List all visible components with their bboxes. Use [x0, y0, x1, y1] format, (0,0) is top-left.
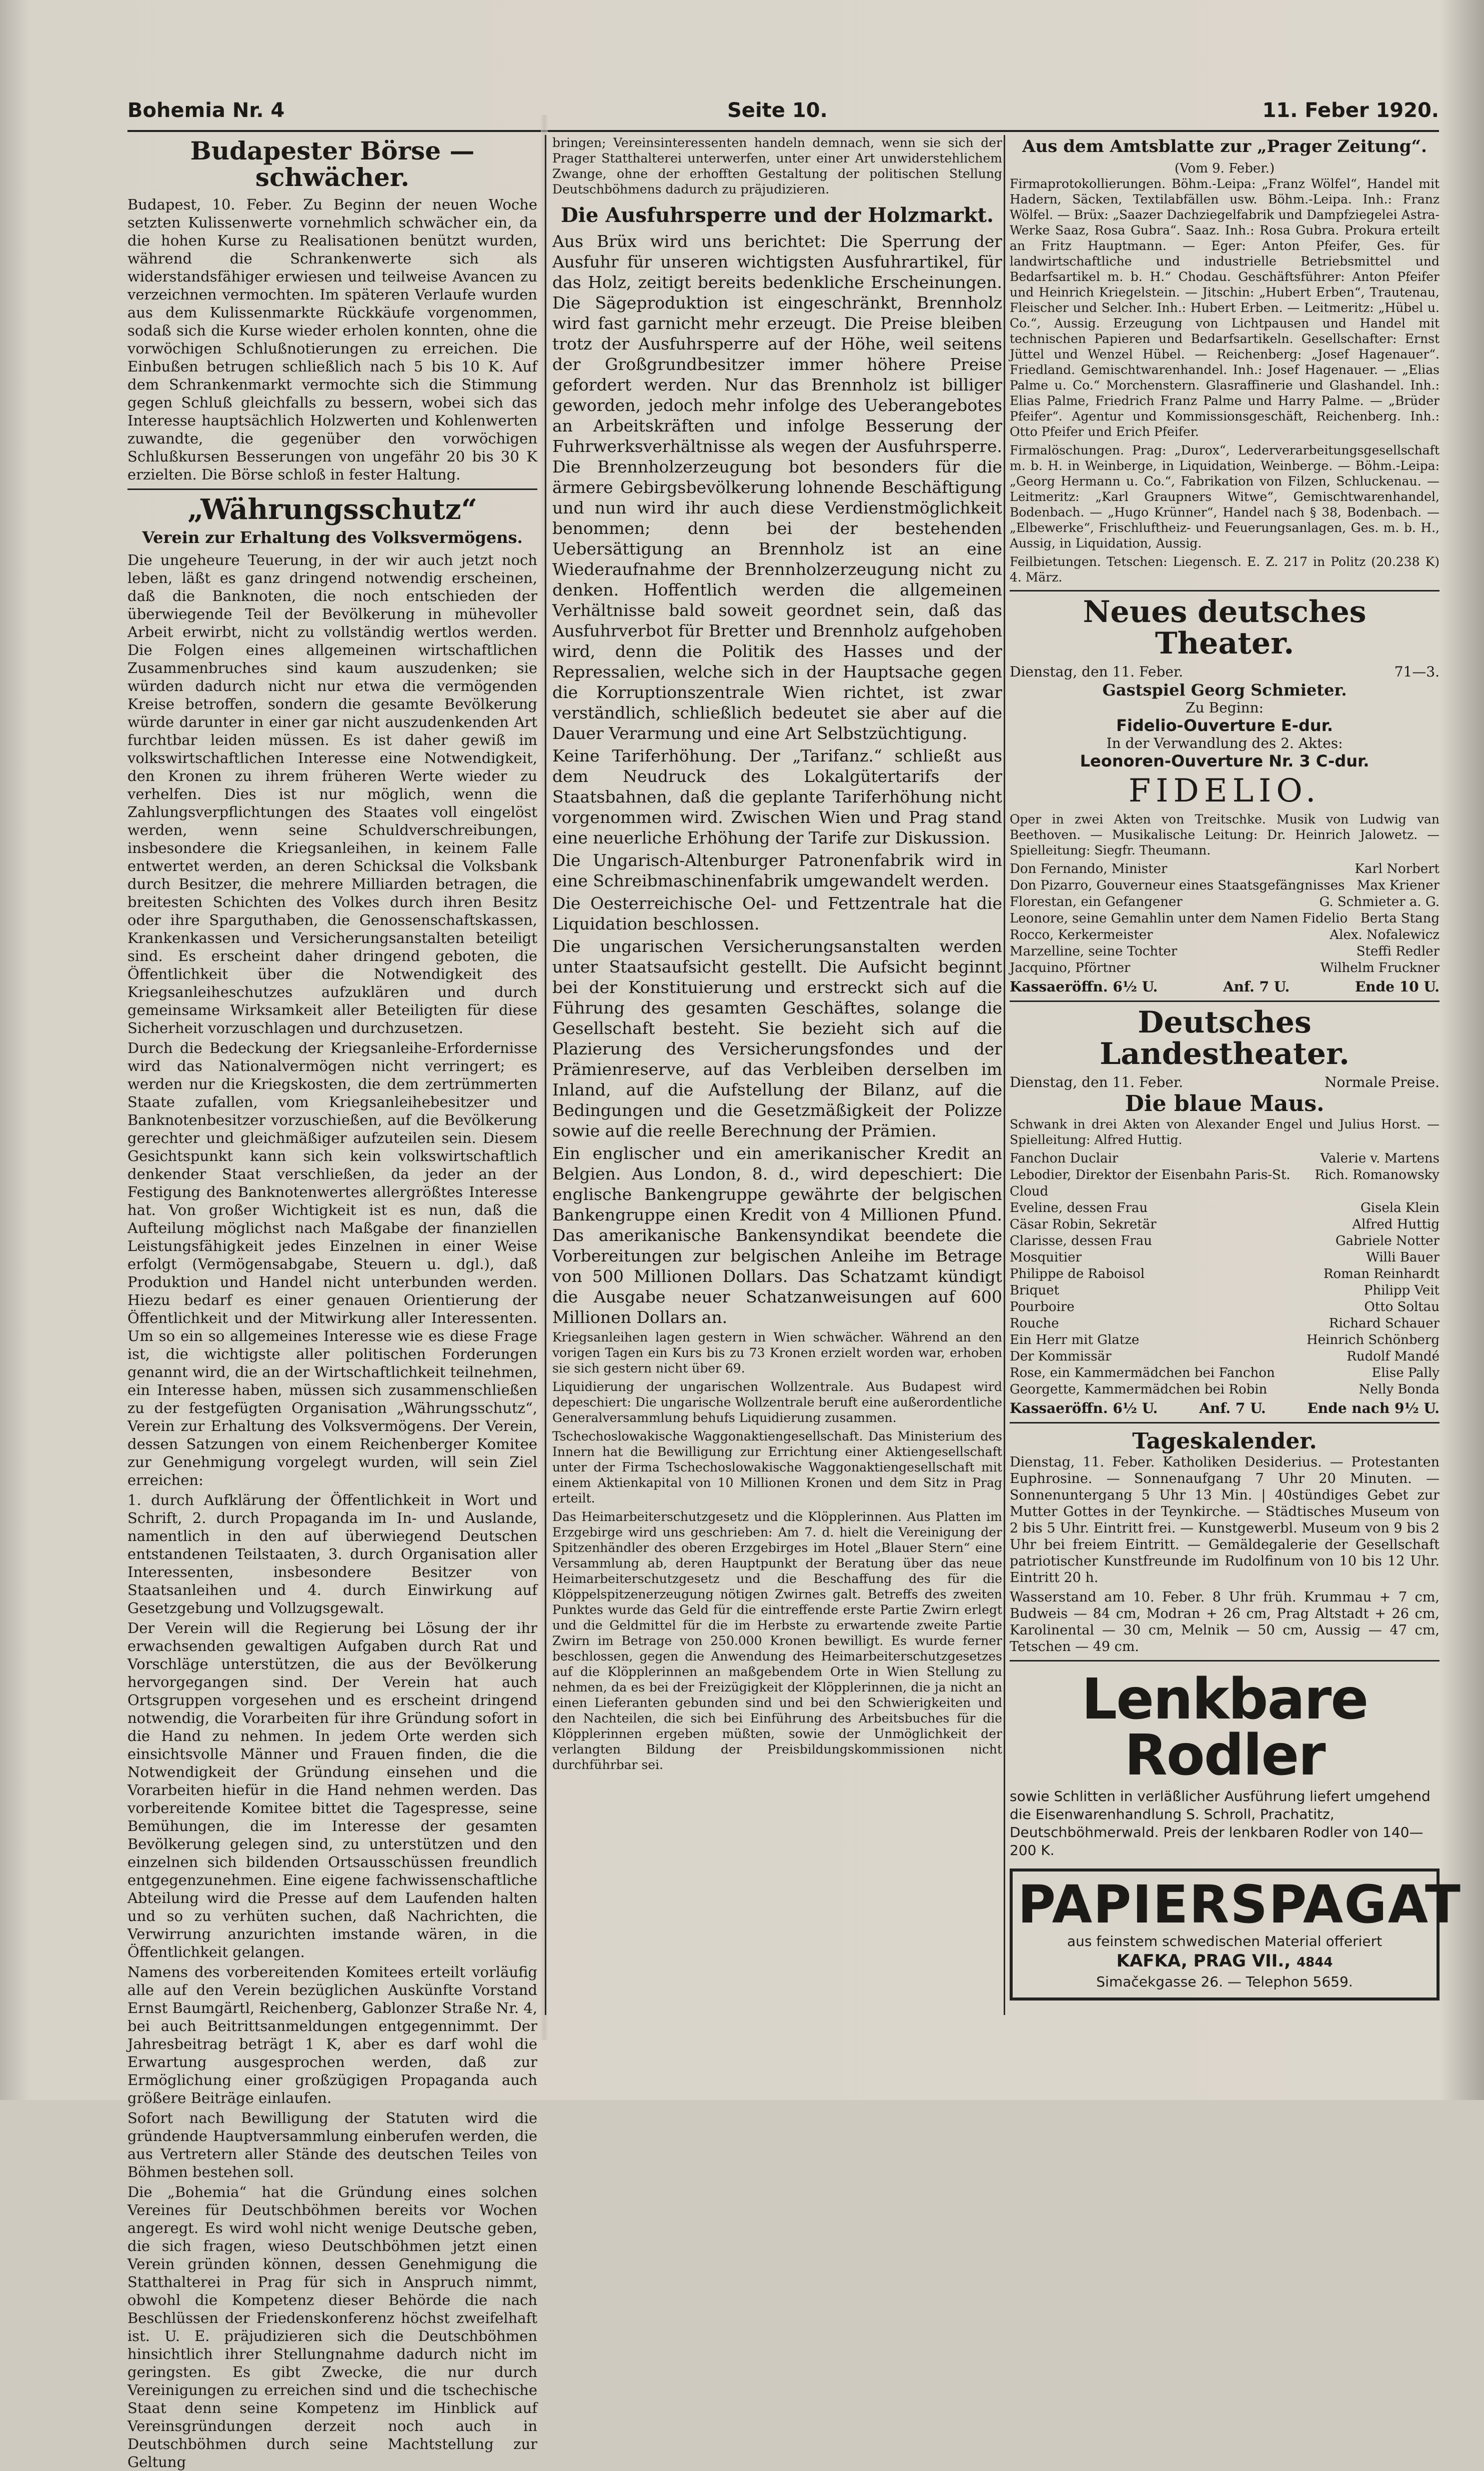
theater-landes-actor: Valerie v. Martens [1320, 1150, 1440, 1166]
wasserstand-text: Wasserstand am 10. Feber. 8 Uhr früh. Krummau + 7 cm, Budweis — 84 cm, Modran + 26 cm, Prag Altstadt + 26 cm, Karolinental — 30 cm, Melnik — 50 cm, Aussig — 47 cm, Tetschen — 49 cm. [1010, 1589, 1440, 1654]
divider [1010, 1660, 1440, 1662]
theater-landes-cast-row [1010, 1150, 1440, 1167]
theater-landes-description: Schwank in drei Akten von Alexander Engel und Julius Horst. — Spielleitung: Alfred Huttig. [1010, 1116, 1440, 1147]
divider [1010, 1000, 1440, 1002]
theater-landes-actor: Nelly Bonda [1359, 1382, 1440, 1397]
theater-landes-actor: Roman Reinhardt [1323, 1266, 1440, 1282]
column-rule-2 [1004, 135, 1005, 2015]
theater-neues-actor: Alex. Nofalewicz [1330, 927, 1440, 942]
article-waehrungsschutz-p6: Die „Bohemia“ hat die Gründung eines solchen Vereines für Deutschböhmen bereits vor Wochen angeregt. Es wird wohl nicht wenige Deutsche geben, die sich fragen, wieso Deutschböhmen jetzt einen Verein gründen können, dessen Genehmigung die Statthalterei in Prag für sich in Anspruch nimmt, obwohl die Kompetenz dieser Behörde die nach Beschlüssen der Friedenskonferenz höchst zweifelhaft ist. U. E. präjudizieren sich die Deutschböhmen hinsichtlich ihrer Stellungnahme dadurch nicht im geringsten. Es gibt Zwecke, die nur durch Vereinigungen zu erreichen sind und die tschechische Staat denn seine Kompetenz im Hinblick auf Vereinsgründungen derzeit noch auch in Deutschböhmen durch seine Machtstellung zur Geltung [127, 2184, 537, 2471]
article-waggon: Tschechoslowakische Waggonaktiengesellschaft. Das Ministerium des Innern hat die Bewilligung zur Errichtung einer Aktiengesellschaft unter der Firma Tschechoslowakische Waggonaktiengesellschaft mit einem Aktienkapital von 10 Millionen Kronen und dem Sitz in Prag erteilt. [552, 1429, 1002, 1506]
theater-landes-cast-row [1010, 1216, 1440, 1233]
article-kriegsanleihen: Kriegsanleihen lagen gestern in Wien schwächer. Während an den vorigen Tagen ein Kurs bis zu 73 Kronen erzielt worden war, erhoben sie sich gestern nicht über 69. [552, 1330, 1002, 1376]
column-rule-1 [545, 135, 546, 2015]
article-waehrungsschutz-p2: Durch die Bedeckung der Kriegsanleihe-Erfordernisse wird das Nationalvermögen nicht verringert; es werden nur die Kriegskosten, die dem zertrümmerten Staate zufallen, vom Kriegsanleihebesitzer und Banknotenbesitzer vorzuschießen, auf die Bevölkerung gerechter und gleichmäßiger aufzuteilen sein. Diesem Gesichtspunkt kann sich kein volkswirtschaftlich denkender Staat verschließen, da jeder an der Festigung des Banknotenwertes allergrößtes Interesse hat. Von großer Wichtigkeit ist es nun, daß die Aufteilung möglichst nach Maßgabe der finanziellen Leistungsfähigkeit jedes Einzelnen in einer Weise erfolgt (Vermögensabgabe, Steuern u. dgl.), daß Produktion und Handel nicht unterbunden werden. Hiezu bedarf es einer genauen Orientierung der Öffentlichkeit und der Mitwirkung aller Interessenten. Um so ein so allgemeines Interesse wie es diese Frage ist, die wichtigste aller politischen Forderungen genannt wird, die an der Wirtschaftlichkeit teilnehmen, ein Interesse haben, müssen sich zusammenschließen zu der festgefügten Organisation „Währungsschutz“, Verein zur Erhaltung des Volksvermögens. Der Verein, dessen Satzungen von einem Reichenberger Komitee zur Genehmigung vorgelegt wurden, will sein Ziel erreichen: [127, 1040, 537, 1489]
theater-landes-cast-row [1010, 1167, 1440, 1200]
theater-neues-role: Rocco, Kerkermeister [1010, 927, 1153, 942]
ad-papierspagat-address: Simačekgasse 26. — Telephon 5659. [1096, 1973, 1353, 1990]
article-wollzentrale: Liquidierung der ungarischen Wollzentrale. Aus Budapest wird depeschiert: Die ungarische Wollzentrale beruft eine außerordentliche Generalversammlung behufs Liquidierung zusammen. [552, 1380, 1002, 1425]
theater-landes-day: Dienstag, den 11. Feber. [1010, 1074, 1184, 1090]
amtsblatt-loeschungen: Firmalöschungen. Prag: „Durox“, Lederverarbeitungsgesellschaft m. b. H. in Weinberge, in Liquidation, Weinberge. — Böhm.-Leipa: „Georg Hermann u. Co.“, Fabrikation von Filzen, Schluckenau. — Leitmeritz: „Karl Graupners Witwe“, Gemischtwarenhandel, Bodenbach. — „Hugo Krünner“, Handel nach § 38, Bodenbach. — „Elbewerke“, Frischluftheiz- und Feuerungsanlagen, Ges. m. b. H., Aussig, in Liquidation, Aussig. [1010, 442, 1440, 550]
theater-landes-actor: Gisela Klein [1360, 1200, 1440, 1216]
ad-papierspagat-firm-name: KAFKA, PRAG VII., [1116, 1950, 1291, 1971]
ad-papierspagat-text: aus feinstem schwedischen Material offeriert [1067, 1932, 1383, 1950]
theater-landes-role: Pourboire [1010, 1299, 1075, 1314]
theater-landes-cast-row [1010, 1233, 1440, 1250]
headline-ausfuhrsperre: Die Ausfuhrsperre und der Holzmarkt. [560, 204, 994, 227]
theater-neues-role: Florestan, ein Gefangener [1010, 894, 1183, 910]
theater-landes-actor: Richard Schauer [1329, 1316, 1440, 1331]
tageskalender-title: Tageskalender. [1132, 1428, 1317, 1454]
theater-landes-cast-row [1010, 1266, 1440, 1282]
header-page-number: Seite 10. [727, 99, 828, 122]
theater-neues-open: Kassaeröffn. 6½ U. [1010, 978, 1158, 995]
theater-landes-role: Mosquitier [1010, 1250, 1082, 1265]
theater-neues-actor: Steffi Redler [1356, 944, 1440, 959]
theater-neues-actor: G. Schmieter a. G. [1319, 894, 1440, 910]
amtsblatt-protokollierungen: Firmaprotokollierungen. Böhm.-Leipa: „Franz Wölfel“, Handel mit Hadern, Säcken, Textilabfällen usw. Böhm.-Leipa. Inh.: Franz Wölfel. — Brüx: „Saazer Dachziegelfabrik und Dampfziegelei Astra-Werke Saaz, Rosa Gubra“. Saaz. Inh.: Rosa Gubra. Prokura erteilt an Fritz Hauptmann. — Eger: Anton Pfeifer, Ges. für landwirtschaftliche und industrielle Betriebsmittel und Bedarfsartikel m. b. H.“ Chodau. Geschäftsführer: Anton Pfeifer und Heinrich Kriegelstein. — Jitschin: „Hubert Erben“, Trautenau, Fleischer und Selcher. Inh.: Hubert Erben. — Leitmeritz: „Hübel u. Co.“, Aussig. Erzeugung von Lichtpausen und Handel mit technischen Papieren und Bedarfsartikeln. Gesellschafter: Ernst Jüttel und Wenzel Hübel. — Reichenberg: „Josef Hagenauer“. Friedland. Gemischtwarenhandel. Inh.: Josef Hagenauer. — „Elias Palme u. Co.“ Morchenstern. Glasraffinerie und Glashandel. Inh.: Elias Palme, Friedrich Franz Palme und Harry Palme. — „Brüder Pfeifer“. Agentur und Kommissionsgeschäft, Reichenberg. Inh.: Otto Pfeifer und Erich Pfeifer. [1010, 176, 1440, 439]
headline-amtsblatt: Aus dem Amtsblatte zur „Prager Zeitung“. [1022, 136, 1427, 156]
theater-landes-actor: Gabriele Notter [1335, 1233, 1440, 1248]
divider [127, 488, 537, 490]
theater-neues-overture2: Leonoren-Ouverture Nr. 3 C-dur. [1080, 751, 1370, 770]
theater-landes-role: Der Kommissär [1010, 1348, 1112, 1364]
theater-neues-change: In der Verwandlung des 2. Aktes: [1106, 734, 1343, 752]
theater-landes-cast-row [1010, 1299, 1440, 1316]
article-waehrungsschutz-list: 1. durch Aufklärung der Öffentlichkeit in Wort und Schrift, 2. durch Propaganda im In- und Auslande, namentlich in den auf überwiegend Deutschen entstandenen Teilstaaten, 3. durch Organisation aller Interessenten, insbesondere Besitzer von Staatsanleihen und 4. durch Einwirkung auf Gesetzgebung und Vollzugsgewalt. [127, 1492, 537, 1617]
theater-neues-start: Anf. 7 U. [1223, 978, 1290, 995]
theater-landes-actor: Rudolf Mandé [1347, 1348, 1440, 1364]
article-tariferhoehung: Keine Tariferhöhung. Der „Tarifanz.“ schließt aus dem Neudruck des Lokalgütertarifs der Staatsbahnen, daß die geplante Tariferhöhung nicht vorgenommen wird. Zwischen Wien und Prag stand eine neuerliche Erhöhung der Tarife zur Diskussion. [552, 746, 1002, 848]
theater-landes-actor: Elise Pally [1372, 1365, 1440, 1380]
tageskalender-text: Dienstag, 11. Feber. Katholiken Desiderius. — Protestanten Euphrosine. — Sonnenaufgang 7 Uhr 20 Minuten. — Sonnenuntergang 5 Uhr 13 Min. | 40stündiges Gebet zur Mutter Gottes in der Teynkirche. — Städtisches Museum von 2 bis 5 Uhr. Eintritt frei. — Kunstgewerbl. Museum von 9 bis 2 Uhr bei freiem Eintritt. — Gemäldegalerie der Gesellschaft patriotischer Kunstfreunde im Rudolfinum von 10 bis 12 Uhr. Eintritt 20 h. [1010, 1454, 1440, 1586]
theater-landes-play-title: Die blaue Maus. [1125, 1090, 1325, 1116]
theater-landes-role: Clarisse, dessen Frau [1010, 1233, 1152, 1248]
page-fold [541, 115, 548, 2040]
theater-neues-dateline [1010, 664, 1440, 680]
theater-neues-role: Leonore, seine Gemahlin unter dem Namen Fidelio [1010, 910, 1348, 926]
theater-neues-role: Marzelline, seine Tochter [1010, 944, 1178, 959]
theater-landes-end: Ende nach 9½ U. [1307, 1400, 1440, 1416]
theater-neues-cast-row [1010, 894, 1440, 910]
theater-neues-begin: Zu Beginn: [1186, 699, 1264, 716]
theater-neues-description: Oper in zwei Akten von Treitschke. Musik von Ludwig van Beethoven. — Musikalische Leitung: Dr. Heinrich Jalowetz. — Spielleitung: Siegfr. Theumann. [1010, 812, 1440, 858]
theater-landes-open: Kassaeröffn. 6½ U. [1010, 1400, 1158, 1416]
theater-landes-role: Briquet [1010, 1282, 1060, 1298]
amtsblatt-feilbietungen: Feilbietungen. Tetschen: Liegensch. E. Z. 217 in Politz (20.238 K) 4. März. [1010, 554, 1440, 584]
article-oelzentrale: Die Oesterreichische Oel- und Fettzentrale hat die Liquidation beschlossen. [552, 894, 1002, 934]
theater-neues-cast-row [1010, 927, 1440, 944]
theater-landes-role: Eveline, dessen Frau [1010, 1200, 1148, 1216]
theater-landes-cast-row [1010, 1316, 1440, 1332]
article-versicherung: Die ungarischen Versicherungsanstalten werden unter Staatsaufsicht gestellt. Die Aufsicht beginnt bei der Konstituierung und erstreckt sich auf die Führung des gesamten Geschäftes, solange die Gesellschaft besteht. Sie bezieht sich auf die Plazierung des Versicherungsfondes und der Prämienreserve, auf das Verbleiben derselben im Inland, auf die Aufstellung der Bilanz, auf die Bedingungen und die Gesetzmäßigkeit der Polizze sowie auf die reelle Berechnung der Prämien. [552, 936, 1002, 1140]
theater-landes-start: Anf. 7 U. [1199, 1400, 1266, 1416]
theater-landes-role: Fanchon Duclair [1010, 1150, 1119, 1166]
subhead-waehrungsschutz: Verein zur Erhaltung des Volksvermögens. [142, 528, 523, 547]
header-left: Bohemia Nr. 4 [127, 99, 285, 122]
theater-landes-actor: Rich. Romanowsky [1315, 1167, 1440, 1182]
theater-landes-role: Lebodier, Direktor der Eisenbahn Paris-St. Cloud [1010, 1167, 1291, 1199]
ad-papierspagat-firm [1018, 1951, 1432, 1972]
theater-neues-number: 71—3. [1394, 663, 1440, 680]
theater-title-landes: Deutsches Landestheater. [1100, 1004, 1350, 1072]
headline-waehrungsschutz: „Währungsschutz“ [187, 493, 477, 526]
column-3 [1010, 135, 1462, 2015]
theater-landes-cast [1010, 1150, 1440, 1398]
theater-neues-end: Ende 10 U. [1355, 978, 1440, 995]
theater-neues-cast-row [1010, 960, 1440, 976]
divider [1010, 590, 1440, 592]
article-patronenfabrik: Die Ungarisch-Altenburger Patronenfabrik wird in eine Schreibmaschinenfabrik umgewandelt werden. [552, 850, 1002, 890]
theater-landes-cast-row [1010, 1282, 1440, 1299]
theater-landes-cast-row [1010, 1365, 1440, 1382]
article-boerse: Budapest, 10. Feber. Zu Beginn der neuen Woche setzten Kulissenwerte vornehmlich schwächer ein, da die hohen Kurse zu Realisationen benützt wurden, während die Schrankenwerte sich als widerstandsfähiger erwiesen und teilweise Avancen zu verzeichnen vermochten. Im späteren Verlaufe wurden aus dem Kulissenmarkte Rückkäufe vorgenommen, sodaß sich die Kurse wieder erholen konnten, ohne die vorwöchigen Schlußnotierungen zu erreichen. Die Einbußen betrugen schließlich nach 5 bis 10 K. Auf dem Schrankenmarkt vermochte sich die Stimmung gegen Schluß gleichfalls zu bessern, wobei sich das Interesse hauptsächlich Holzwerten und Kohlenwerten zuwandte, die gegenüber den vorwöchigen Schlußkursen Besserungen von ungefähr 20 bis 30 K erzielten. Die Börse schloß in fester Haltung. [127, 196, 537, 483]
ad-lenkbare-rodler-text: sowie Schlitten in verläßlicher Ausführung liefert umgehend die Eisenwarenhandlung S. Schroll, Prachatitz, Deutschböhmerwald. Preis der lenkbaren Rodler von 140—200 K. [1010, 1788, 1431, 1858]
theater-landes-actor: Alfred Huttig [1352, 1216, 1440, 1232]
theater-neues-day: Dienstag, den 11. Feber. [1010, 663, 1184, 680]
column-2 [552, 135, 1002, 2015]
article-continuation: bringen; Vereinsinteressenten handeln demnach, wenn sie sich der Prager Statthalterei unterwerfen, unter einer Art unwiderstehlichem Zwange, ohne der erhofften Gestaltung der politischen Stellung Deutschböhmens dadurch zu präjudizieren. [552, 136, 1002, 196]
theater-neues-cast-row [1010, 944, 1440, 960]
article-waehrungsschutz-p4: Namens des vorbereitenden Komitees erteilt vorläufig alle auf den Verein bezüglichen Auskünfte Vorstand Ernst Baumgärtl, Reichenberg, Gablonzer Straße Nr. 4, bei auch Beitrittsanmeldungen entgegennimmt. Der Jahresbeitrag beträgt 1 K, aber es darf wohl die Erwartung ausgesprochen werden, daß zur Ermöglichung einer großzügigen Propaganda auch größere Beiträge einlaufen. [127, 1964, 537, 2107]
theater-neues-cast-row [1010, 910, 1440, 927]
theater-title-neues: Neues deutsches Theater. [1083, 594, 1367, 661]
theater-neues-cast-row [1010, 878, 1440, 894]
theater-neues-times [1010, 978, 1440, 996]
theater-neues-overture1: Fidelio-Ouverture E-dur. [1116, 716, 1333, 735]
theater-neues-actor: Karl Norbert [1355, 861, 1440, 876]
theater-landes-cast-row [1010, 1348, 1440, 1365]
theater-landes-actor: Otto Soltau [1364, 1299, 1440, 1314]
theater-neues-cast-row [1010, 861, 1440, 878]
theater-landes-role: Cäsar Robin, Sekretär [1010, 1216, 1157, 1232]
theater-neues-role: Don Fernando, Minister [1010, 861, 1168, 876]
article-waehrungsschutz-p1: Die ungeheure Teuerung, in der wir auch jetzt noch leben, läßt es ganz dringend notwendig erscheinen, daß die Banknoten, die noch entschieden der überwiegende Teil der Bevölkerung in mühevoller Arbeit erwirbt, nicht zu vollständig wertlos werden. Die Folgen eines allgemeinen wirtschaftlichen Zusammenbruches sind kaum auszudenken; sie würden dadurch nicht nur etwa die vermögenden Kreise betroffen, sondern die gesamte Bevölkerung würde darunter in einer gar nicht auszudenkenden Art furchtbar leiden müssen. Es ist daher gewiß im volkswirtschaftlichen Interesse eine Notwendigkeit, den Kronen zu ihrem früheren Werte wieder zu verhelfen. Dies ist nur möglich, wenn die Zahlungsverpflichtungen des Staates voll eingelöst werden, wenn seine Schuldverschreibungen, insbesondere die Kriegsanleihen, in keinem Falle entwertet werden, an deren Schicksal die Volksbank durch Besitzer, die mehrere Milliarden betragen, die breitesten Schichten des Volkes durch ihren Besitz oder ihre Sparguthaben, die Genossenschaftskassen, Krankenkassen und Versicherungsanstalten beteiligt sind. Es erscheint daher dringend geboten, die Öffentlichkeit über die Notwendigkeit des Kriegsanleiheschutzes aufzuklären und durch gemeinsame Wirksamkeit aller Beteiligten für diese Sicherheit vorzuschlagen und durchzusetzen. [127, 552, 537, 1037]
theater-neues-role: Don Pizarro, Gouverneur eines Staatsgefängnisses [1010, 878, 1345, 893]
article-ausfuhrsperre: Aus Brüx wird uns berichtet: Die Sperrung der Ausfuhr für unseren wichtigsten Ausfuhrartikel, für das Holz, zeitigt bereits bedenkliche Erscheinungen. Die Sägeproduktion ist eingeschränkt, Brennholz wird fast garnicht mehr erzeugt. Die Preise bleiben trotz der Ausfuhrsperre auf der Höhe, weil seitens der Großgrundbesitzer immer höhere Preise gefordert werden. Nur das Brennholz ist billiger geworden, jedoch mehr infolge des Ueberangebotes an Arbeitskräften und infolge Besserung der Fuhrwerksverhältnisse als wegen der Ausfuhrsperre. Die Brennholzerzeugung bot besonders für die ärmere Gebirgsbevölkerung lohnende Beschäftigung und nun wird ihr auch diese Verdienstmöglichkeit benommen; denn bei der bestehenden Uebersättigung an Brennholz ist an eine Wiederaufnahme der Brennholzerzeugung nicht zu denken. Hoffentlich werden die allgemeinen Verhältnisse bald soweit geordnet sein, daß das Ausfuhrverbot für Bretter und Brennholz aufgehoben wird, denn die Politik des Hasses und der Repressalien, welche sich in der Hauptsache gegen die Korruptionszentrale Wien richtet, ist zwar verständlich, schließlich bedeutet sie aber auf die Dauer Verarmung und eine Art Selbstzüchtigung. [552, 232, 1002, 743]
theater-neues-cast [1010, 861, 1440, 976]
theater-landes-cast-row [1010, 1332, 1440, 1348]
theater-landes-times [1010, 1400, 1440, 1417]
theater-neues-actor: Max Kriener [1357, 878, 1440, 893]
theater-landes-prices: Normale Preise. [1324, 1074, 1440, 1090]
column-1 [127, 135, 537, 2471]
article-kloepplerinnen: Das Heimarbeiterschutzgesetz und die Klöpplerinnen. Aus Platten im Erzgebirge wird uns geschrieben: Am 7. d. hielt die Vereinigung der Spitzenhändler des oberen Erzgebirges im Hotel „Blauer Stern“ eine Versammlung ab, deren Hauptpunkt der Beratung über das neue Heimarbeiterschutzgesetz und die Beschaffung des für die Klöppelspitzenerzeugung nötigen Zwirnes galt. Betreffs des zweiten Punktes wurde das Geld für die eintreffende erste Partie Zwirn erlegt und die Geldmittel für die im Herbste zu erwartende zweite Partie Zwirn im Betrage von 250.000 Kronen bewilligt. Es wurde ferner beschlossen, gegen die Anwendung des Heimarbeiterschutzgesetzes auf die Klöpplerinnen an maßgebendem Orte in Wien Stellung zu nehmen, da es bei der Freizügigkeit der Klöpplerinnen, die ja nicht an einen Lieferanten gebunden sind und bei den Schwierigkeiten und den Nachteilen, die sich bei Einführung des Arbeitsbuches für die Klöpplerinnen ergeben müßten, sowie der Unmöglichkeit der verlangten Bildung der Preisbildungskommissionen nicht durchführbar sei. [552, 1510, 1002, 1772]
article-waehrungsschutz-p3: Der Verein will die Regierung bei Lösung der ihr erwachsenden gewaltigen Aufgaben durch Rat und Vorschläge unterstützen, die aus der Bevölkerung hervorgegangen sind. Der Verein hat auch Ortsgruppen vorgesehen und es erscheint dringend notwendig, die Vorarbeiten für ihre Gründung sofort in die Hand zu nehmen. In jedem Orte werden sich einsichtsvolle Männer und Frauen finden, die die Notwendigkeit der Gründung einsehen und die Vorarbeiten hiefür in die Hand nehmen werden. Das vorbereitende Komitee bittet die Tagespresse, seine Bemühungen, die im Interesse der gesamten Bevölkerung gelegen sind, zu unterstützen und den einzelnen sich bildenden Ortsausschüssen freundlich entgegenzunehmen. Eine eigene fachwissenschaftliche Abteilung wird die Presse auf dem Laufenden halten und so zu verhüten suchen, daß Nachrichten, die Verwirrung anzurichten imstande wären, in die Öffentlichkeit gelangen. [127, 1620, 537, 1961]
ad-papierspagat-title: PAPIERSPAGAT [1018, 1874, 1462, 1935]
article-waehrungsschutz-p5: Sofort nach Bewilligung der Statuten wird die gründende Hauptversammlung einberufen werden, die aus Vertretern aller Stände des deutschen Teiles von Böhmen bestehen soll. [127, 2110, 537, 2181]
article-kredit-belgien: Ein englischer und ein amerikanischer Kredit an Belgien. Aus London, 8. d., wird depeschiert: Die englische Bankengruppe gewährte der belgischen Bankengruppe einen Kredit von 4 Millionen Pfund. Das amerikanische Bankensyndikat beendete die Vorbereitungen zur belgischen Anleihe im Betrage von 500 Millionen Dollars. Das Schatzamt kündigt die Ausgabe neuer Schatzanweisungen auf 600 Millionen Dollars an. [552, 1144, 1002, 1327]
ad-papierspagat-code: 4844 [1297, 1954, 1333, 1970]
divider [1010, 1422, 1440, 1424]
theater-neues-opera-title: FIDELIO. [1128, 772, 1321, 810]
theater-landes-role: Rose, ein Kammermädchen bei Fanchon [1010, 1365, 1275, 1380]
ad-lenkbare-rodler-title: Lenkbare Rodler [1081, 1666, 1368, 1788]
ad-papierspagat [1010, 1868, 1462, 2000]
headline-boerse: Budapester Börse — schwächer. [190, 136, 475, 192]
theater-neues-actor: Berta Stang [1360, 910, 1440, 926]
header-date: 11. Feber 1920. [1262, 99, 1439, 122]
theater-landes-cast-row [1010, 1250, 1440, 1266]
theater-landes-actor: Willi Bauer [1366, 1250, 1440, 1265]
theater-neues-role: Jacquino, Pförtner [1010, 960, 1131, 976]
theater-landes-actor: Heinrich Schönberg [1306, 1332, 1440, 1348]
theater-landes-actor: Philipp Veit [1364, 1282, 1440, 1298]
amtsblatt-date: (Vom 9. Feber.) [1174, 160, 1275, 176]
theater-landes-role: Philippe de Raboisol [1010, 1266, 1145, 1282]
theater-neues-actor: Wilhelm Fruckner [1320, 960, 1440, 976]
theater-landes-cast-row [1010, 1200, 1440, 1216]
theater-landes-role: Ein Herr mit Glatze [1010, 1332, 1140, 1348]
page-header [127, 95, 1439, 132]
theater-landes-role: Georgette, Kammermädchen bei Robin [1010, 1382, 1268, 1397]
theater-neues-guest: Gastspiel Georg Schmieter. [1102, 680, 1347, 700]
theater-landes-dateline [1010, 1074, 1440, 1091]
theater-landes-cast-row [1010, 1382, 1440, 1398]
theater-landes-role: Rouche [1010, 1316, 1059, 1331]
